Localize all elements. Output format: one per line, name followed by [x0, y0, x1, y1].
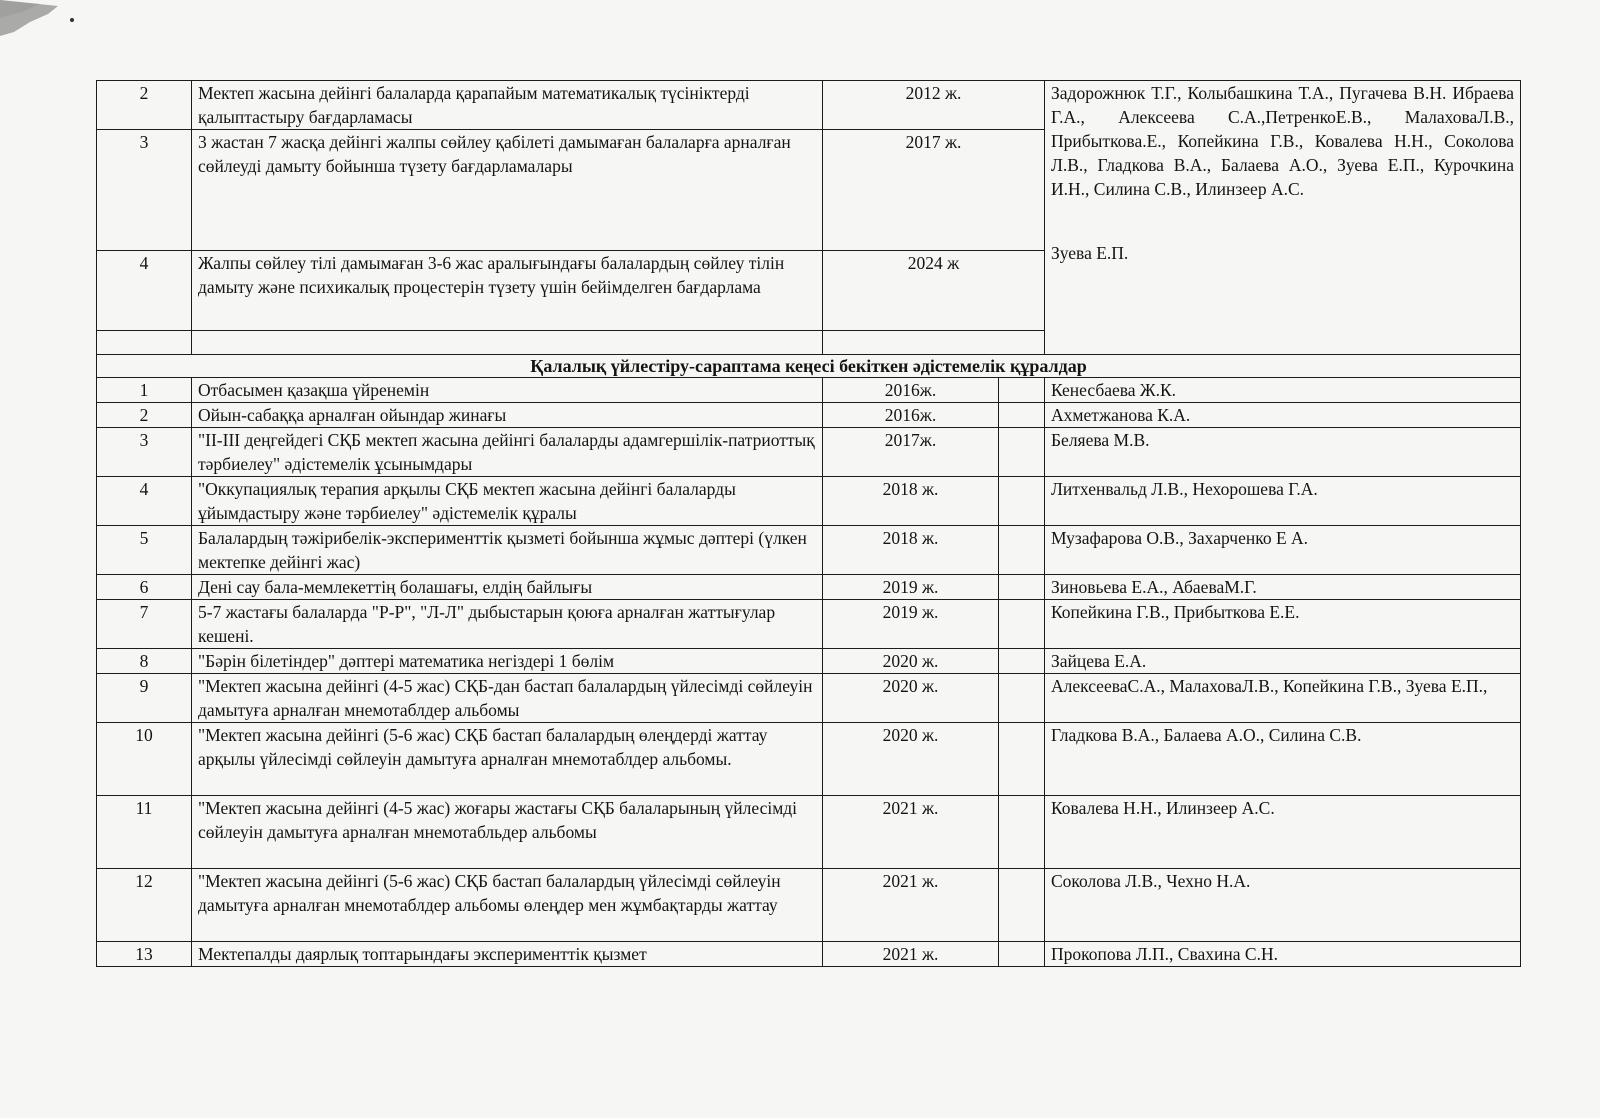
scan-artifact-mark [0, 0, 80, 40]
row-authors: Беляева М.В. [1045, 428, 1521, 477]
empty-cell [999, 796, 1045, 869]
row-title: "Бәрін білетіндер" дәптері математика негіздері 1 бөлім [192, 649, 823, 674]
row-number: 4 [97, 477, 192, 526]
table-row [97, 942, 1521, 967]
table-row [97, 674, 1521, 723]
row-year: 2017ж. [823, 428, 999, 477]
row-title: "Мектеп жасына дейінгі (4-5 жас) СҚБ-дан бастап балалардың үйлесімді сөйлеуін дамытуға арналған мнемотаблдер альбомы [192, 674, 823, 723]
row-title: "Мектеп жасына дейінгі (5-6 жас) СҚБ бастап балалардың үйлесімді сөйлеуін дамытуға арналған мнемотаблдер альбомы өлеңдер мен жұмбақтарды жаттау [192, 869, 823, 942]
row-number: 11 [97, 796, 192, 869]
row-year: 2024 ж [823, 251, 1045, 331]
row-title: Мектепалды даярлық топтарындағы эксперименттік қызмет [192, 942, 823, 967]
empty-cell [999, 674, 1045, 723]
row-year: 2020 ж. [823, 649, 999, 674]
row-authors: Зиновьева Е.А., АбаеваМ.Г. [1045, 575, 1521, 600]
upper-authors-cell [1045, 81, 1521, 355]
row-year: 2021 ж. [823, 796, 999, 869]
empty-cell [999, 869, 1045, 942]
table-row [97, 403, 1521, 428]
row-title: Ойын-сабаққа арналған ойындар жинағы [192, 403, 823, 428]
empty-cell [823, 331, 1045, 355]
empty-cell [999, 378, 1045, 403]
section-title: Қалалық үйлестіру-сараптама кеңесі бекіткен әдістемелік құралдар [97, 355, 1521, 378]
row-title: Дені сау бала-мемлекеттің болашағы, елдің байлығы [192, 575, 823, 600]
row-year: 2017 ж. [823, 130, 1045, 251]
row-number: 2 [97, 81, 192, 130]
row-year: 2012 ж. [823, 81, 1045, 130]
row-title: "Мектеп жасына дейінгі (4-5 жас) жоғары жастағы СҚБ балаларының үйлесімді сөйлеуін дамытуға арналған мнемотабльдер альбомы [192, 796, 823, 869]
row-authors: Литхенвальд Л.В., Нехорошева Г.А. [1045, 477, 1521, 526]
row-number: 13 [97, 942, 192, 967]
row-year: 2016ж. [823, 403, 999, 428]
section-header-row [97, 355, 1521, 378]
row-number: 2 [97, 403, 192, 428]
row-year: 2018 ж. [823, 526, 999, 575]
row-year: 2021 ж. [823, 942, 999, 967]
row-number: 1 [97, 378, 192, 403]
row-title: Отбасымен қазақша үйренемін [192, 378, 823, 403]
row-number: 10 [97, 723, 192, 796]
row-number: 8 [97, 649, 192, 674]
row-title: Жалпы сөйлеу тілі дамымаған 3-6 жас аралығындағы балалардың сөйлеу тілін дамыту және психикалық процестерін түзету үшін бейімделген бағдарлама [192, 251, 823, 331]
row-authors: Соколова Л.В., Чехно Н.А. [1045, 869, 1521, 942]
row-year: 2019 ж. [823, 575, 999, 600]
row-number: 12 [97, 869, 192, 942]
row-number: 3 [97, 130, 192, 251]
table-row [97, 869, 1521, 942]
empty-cell [97, 331, 192, 355]
empty-cell [999, 575, 1045, 600]
row-authors: Музафарова О.В., Захарченко Е А. [1045, 526, 1521, 575]
empty-cell [999, 428, 1045, 477]
table-row [97, 378, 1521, 403]
row-authors: Ковалева Н.Н., Илинзеер А.С. [1045, 796, 1521, 869]
row-number: 5 [97, 526, 192, 575]
row-title: 3 жастан 7 жасқа дейінгі жалпы сөйлеу қабілеті дамымаған балаларға арналған сөйлеуді дамыту бойынша түзету бағдарламалары [192, 130, 823, 251]
empty-cell [999, 600, 1045, 649]
table-row [97, 477, 1521, 526]
upper-authors: Задорожнюк Т.Г., Колыбашкина Т.А., Пугачева В.Н. Ибраева Г.А., Алексеева С.А.,ПетренкоЕ.В., МалаховаЛ.В., Прибыткова.Е., Копейкина Г.В., Ковалева Н.Н., Соколова Л.В., Гладкова В.А., Балаева А.О., Зуева Е.П., Курочкина И.Н., Силина С.В., Илинзеер А.С. [1051, 83, 1514, 199]
row-title: 5-7 жастағы балаларда "Р-Р", "Л-Л" дыбыстарын қоюға арналған жаттығулар кешені. [192, 600, 823, 649]
table-row [97, 526, 1521, 575]
empty-cell [192, 331, 823, 355]
row-year: 2021 ж. [823, 869, 999, 942]
table-row [97, 428, 1521, 477]
table-row [97, 575, 1521, 600]
empty-cell [999, 942, 1045, 967]
empty-cell [999, 403, 1045, 428]
row-number: 4 [97, 251, 192, 331]
empty-cell [999, 649, 1045, 674]
row-authors: Кенесбаева Ж.К. [1045, 378, 1521, 403]
empty-cell [999, 526, 1045, 575]
row-authors: Копейкина Г.В., Прибыткова Е.Е. [1045, 600, 1521, 649]
row-year: 2020 ж. [823, 674, 999, 723]
row-year: 2020 ж. [823, 723, 999, 796]
empty-cell [999, 477, 1045, 526]
row-authors: Зайцева Е.А. [1045, 649, 1521, 674]
upper-authors-2: Зуева Е.П. [1051, 243, 1129, 263]
row-authors: Прокопова Л.П., Свахина С.Н. [1045, 942, 1521, 967]
row-title: Мектеп жасына дейінгі балаларда қарапайым математикалық түсініктерді қалыптастыру бағдарламасы [192, 81, 823, 130]
table-row [97, 796, 1521, 869]
row-title: "Оккупациялық терапия арқылы СҚБ мектеп жасына дейінгі балаларды ұйымдастыру және тәрбиелеу" әдістемелік құралы [192, 477, 823, 526]
row-authors: Гладкова В.А., Балаева А.О., Силина С.В. [1045, 723, 1521, 796]
row-year: 2016ж. [823, 378, 999, 403]
row-number: 7 [97, 600, 192, 649]
methodology-table [96, 80, 1521, 967]
row-title: Балалардың тәжірибелік-эксперименттік қызметі бойынша жұмыс дәптері (үлкен мектепке дейінгі жас) [192, 526, 823, 575]
row-authors: АлексееваС.А., МалаховаЛ.В., Копейкина Г.В., Зуева Е.П., [1045, 674, 1521, 723]
row-number: 6 [97, 575, 192, 600]
row-year: 2018 ж. [823, 477, 999, 526]
table-row [97, 649, 1521, 674]
row-title: "Мектеп жасына дейінгі (5-6 жас) СҚБ бастап балалардың өлеңдерді жаттау арқылы үйлесімді сөйлеуін дамытуға арналған мнемотаблдер альбомы. [192, 723, 823, 796]
row-title: "ІІ-ІІІ деңгейдегі СҚБ мектеп жасына дейінгі балаларды адамгершілік-патриоттық тәрбиелеу" әдістемелік ұсынымдары [192, 428, 823, 477]
table-row [97, 600, 1521, 649]
empty-cell [999, 723, 1045, 796]
row-authors: Ахметжанова К.А. [1045, 403, 1521, 428]
row-year: 2019 ж. [823, 600, 999, 649]
row-number: 3 [97, 428, 192, 477]
table-row [97, 723, 1521, 796]
row-number: 9 [97, 674, 192, 723]
table-row [97, 81, 1521, 130]
